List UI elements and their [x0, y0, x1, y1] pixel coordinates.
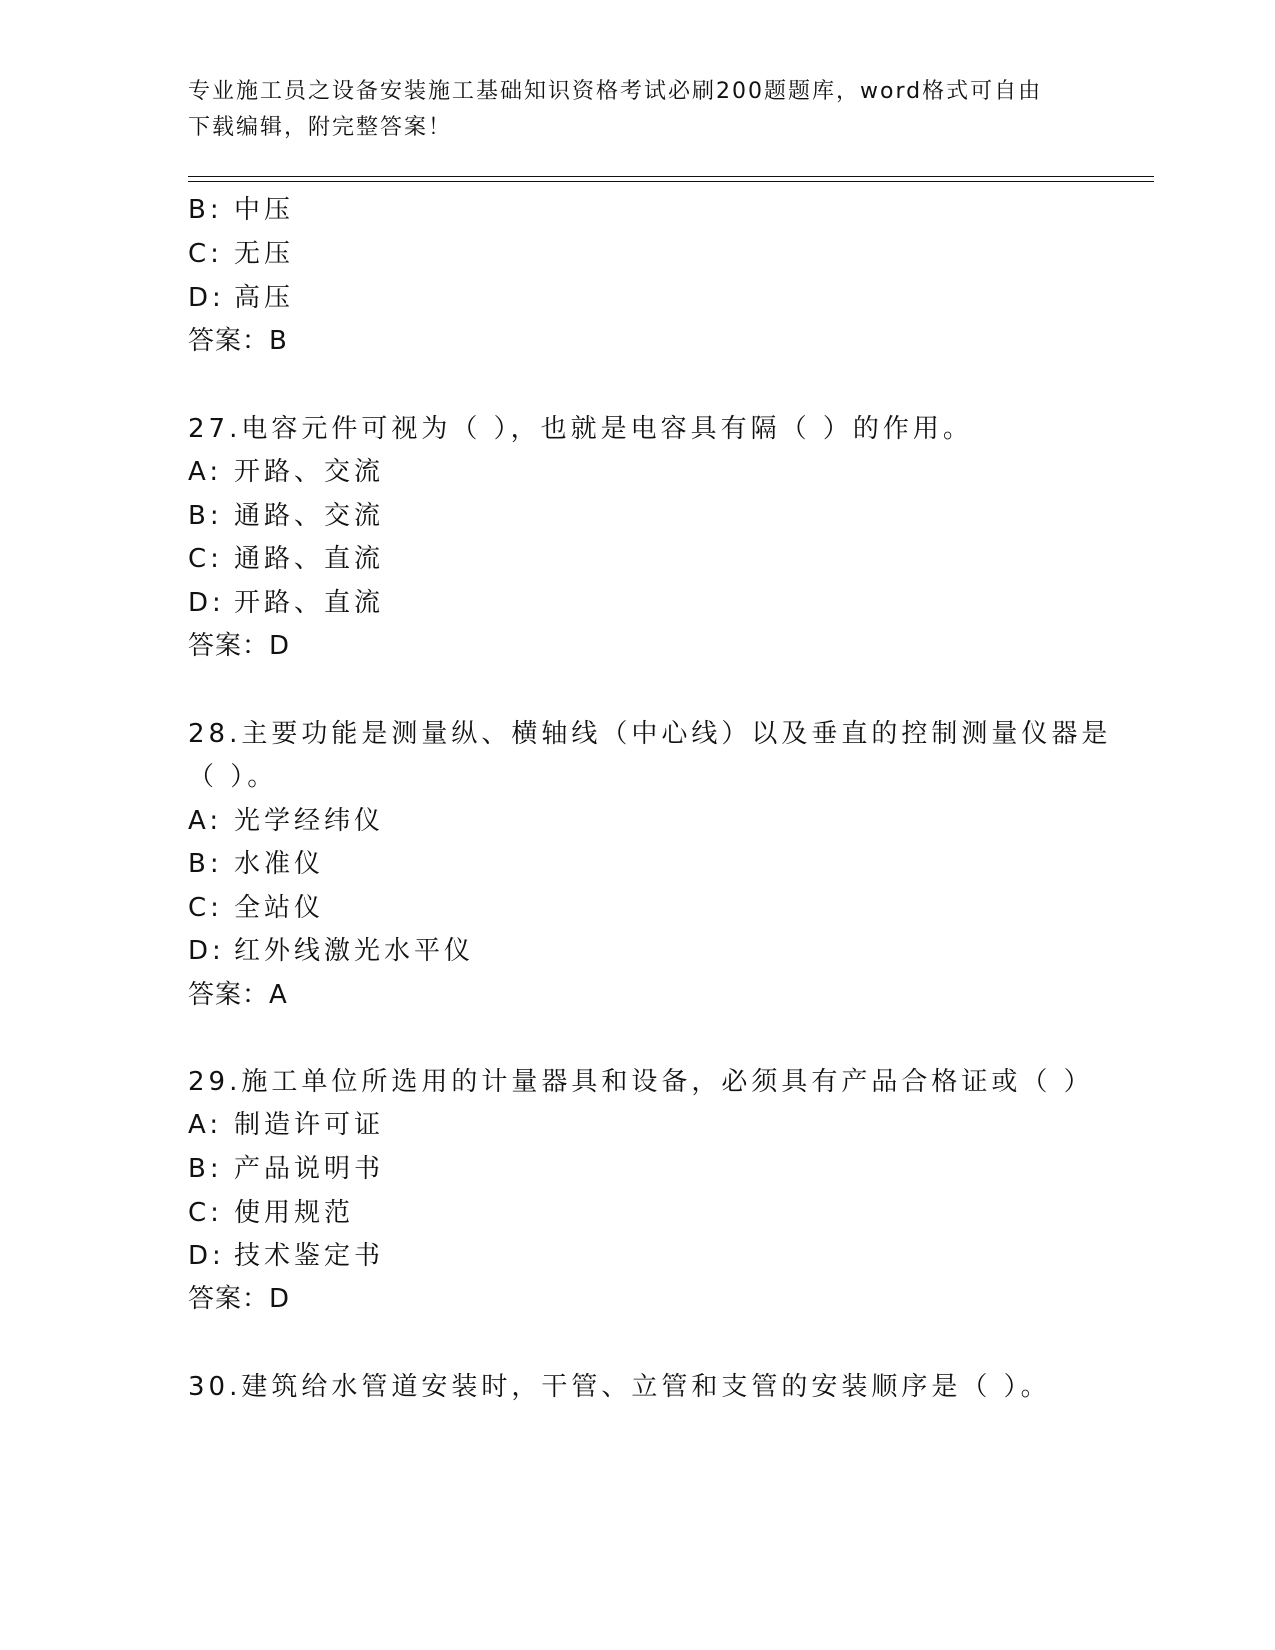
header-divider-bottom	[188, 181, 1154, 182]
q26-option-d	[188, 283, 294, 313]
option-letter: C:	[188, 239, 223, 269]
q27-option-a	[188, 457, 384, 487]
q28-option-c	[188, 893, 324, 923]
q28-option-d	[188, 936, 474, 966]
option-letter: D:	[188, 588, 225, 618]
option-text: 高压	[234, 283, 295, 313]
q29-question: 29.施工单位所选用的计量器具和设备，必须具有产品合格证或（ ）	[188, 1067, 1094, 1097]
q28-question-line-2: （ ）。	[188, 762, 278, 792]
q30-question: 30.建筑给水管道安装时，干管、立管和支管的安装顺序是（ ）。	[188, 1372, 1051, 1402]
option-letter: A:	[188, 1110, 223, 1140]
option-letter: B:	[188, 195, 223, 225]
q27-option-b	[188, 501, 384, 531]
header-divider-top	[188, 176, 1154, 177]
option-text: 产品说明书	[234, 1154, 385, 1184]
header-line-1: 专业施工员之设备安装施工基础知识资格考试必刷200题题库，word格式可自由	[188, 79, 1043, 104]
q28-option-a	[188, 806, 384, 836]
option-text: 全站仪	[234, 893, 325, 923]
q27-answer: 答案：D	[188, 631, 291, 661]
option-letter: D:	[188, 1241, 225, 1271]
option-text: 红外线激光水平仪	[234, 936, 475, 966]
option-letter: A:	[188, 457, 223, 487]
option-text: 无压	[234, 239, 295, 269]
q26-option-c	[188, 239, 294, 269]
option-text: 通路、直流	[234, 544, 385, 574]
option-text: 中压	[234, 195, 295, 225]
q29-option-b	[188, 1154, 384, 1184]
q27-option-d	[188, 588, 384, 618]
option-text: 开路、直流	[234, 588, 385, 618]
q29-answer: 答案：D	[188, 1284, 291, 1314]
option-letter: A:	[188, 806, 223, 836]
q29-option-c	[188, 1198, 354, 1228]
option-letter: B:	[188, 1154, 223, 1184]
header-line-2: 下载编辑，附完整答案！	[188, 115, 453, 140]
q28-answer: 答案：A	[188, 980, 288, 1010]
q28-question-line-1: 28.主要功能是测量纵、横轴线（中心线）以及垂直的控制测量仪器是	[188, 719, 1112, 749]
option-letter: B:	[188, 849, 223, 879]
option-text: 通路、交流	[234, 501, 385, 531]
q26-answer: 答案：B	[188, 326, 288, 356]
option-letter: C:	[188, 893, 223, 923]
option-letter: C:	[188, 544, 223, 574]
q29-option-a	[188, 1110, 384, 1140]
option-text: 使用规范	[234, 1198, 355, 1228]
q29-option-d	[188, 1241, 384, 1271]
option-letter: D:	[188, 936, 225, 966]
q28-option-b	[188, 849, 324, 879]
q27-option-c	[188, 544, 384, 574]
option-text: 制造许可证	[234, 1110, 385, 1140]
option-letter: B:	[188, 501, 223, 531]
option-text: 开路、交流	[234, 457, 385, 487]
q27-question: 27.电容元件可视为（ ），也就是电容具有隔（ ）的作用。	[188, 414, 973, 444]
option-text: 水准仪	[234, 849, 325, 879]
document-header	[188, 74, 1088, 146]
option-letter: D:	[188, 283, 225, 313]
option-text: 技术鉴定书	[234, 1241, 385, 1271]
option-text: 光学经纬仪	[234, 806, 385, 836]
q26-option-b	[188, 195, 294, 225]
option-letter: C:	[188, 1198, 223, 1228]
